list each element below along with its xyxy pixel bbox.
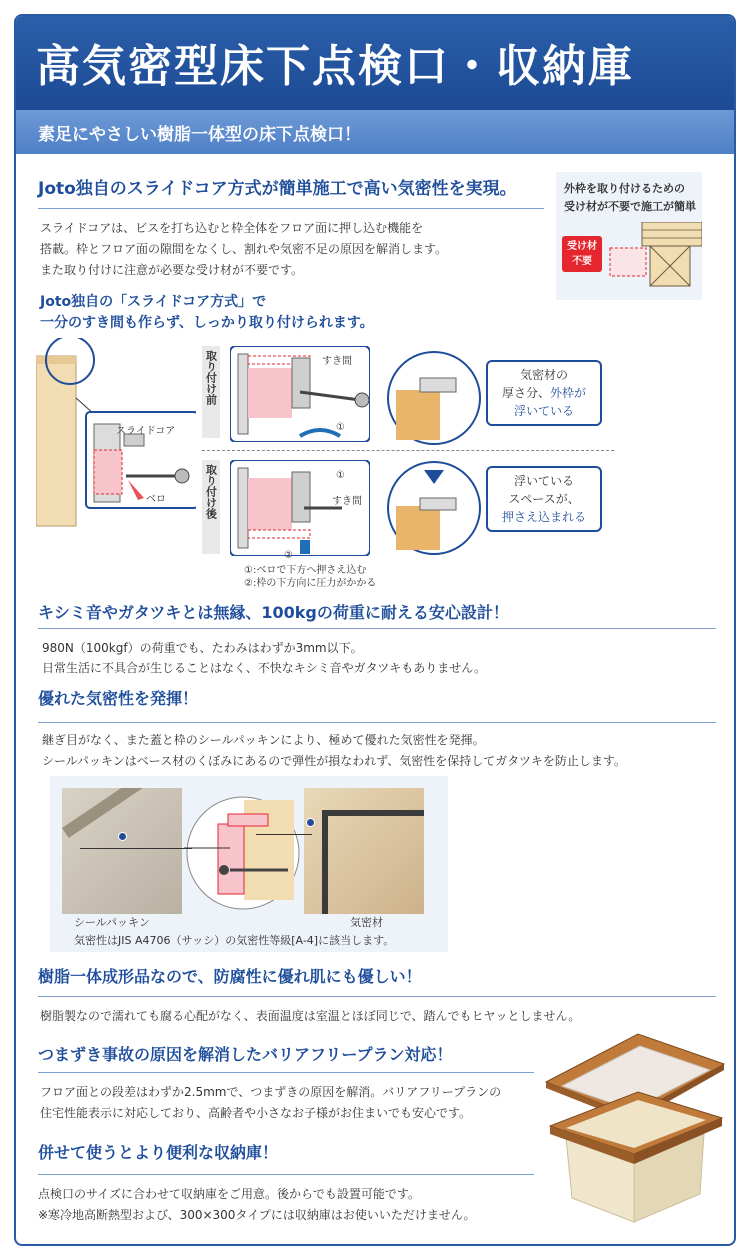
section6-body-line2: ※寒冷地高断熱型および、300×300タイプには収納庫はお使いいただけません。: [38, 1208, 476, 1222]
section1-body-line2: 搭載。枠とフロア面の隙間をなくし、割れや気密不足の原因を解消します。: [40, 242, 448, 256]
callout-after-line2: スペースが、: [508, 492, 580, 506]
section2-body-line2: 日常生活に不具合が生じることはなく、不快なキシミ音やガタツキもありません。: [42, 661, 487, 675]
airtight-material-photo: [304, 788, 424, 914]
subheading-line1: Joto独自の「スライドコア方式」で: [40, 294, 267, 310]
section4-heading: 樹脂一体成形品なので、防腐性に優れ肌にも優しい！: [38, 967, 422, 986]
page-title: 高気密型床下点検口・収納庫: [36, 41, 634, 92]
section4-rule: [38, 996, 716, 997]
section4-body-line1: 樹脂製なので濡れても腐る心配がなく、表面温度は室温とほぼ同じで、踏んでもヒヤッとしません。: [40, 1009, 581, 1023]
callout-before-line3: 浮いている: [513, 404, 574, 418]
photo-note: 気密性はJIS A4706（サッシ）の気密性等級[A-4]に該当します。: [74, 934, 395, 947]
leader-line-left: [80, 848, 192, 849]
zoom-before-circle: [386, 350, 482, 446]
before-label-text: 取り付け前: [204, 350, 218, 405]
section3-body-line2: シールパッキンはベース材のくぼみにあるので弾性が損なわれず、気密性を保持してガタツキを防止します。: [42, 754, 626, 768]
callout-after-line1: 浮いている: [513, 474, 574, 488]
section1-subheading: [40, 292, 374, 334]
page-subtitle: 素足にやさしい樹脂一体型の床下点検口！: [38, 125, 361, 145]
zoom-after-circle: [386, 460, 482, 556]
section6-body-line1: 点検口のサイズに合わせて収納庫をご用意。後からでも設置可能です。: [38, 1187, 420, 1201]
subtitle-banner: [16, 110, 734, 154]
receiver-diagram: [606, 222, 702, 300]
tag-line1: 受け材: [567, 241, 597, 252]
no-receiver-tag: [562, 236, 602, 272]
before-label: [202, 346, 220, 438]
diagram-notes: [244, 564, 376, 590]
photo-label-seal: シールパッキン: [74, 916, 150, 929]
section2-heading: キシミ音やガタツキとは無縁、100kgの荷重に耐える安心設計！: [38, 603, 509, 622]
diagram-note-1: ①:ベロで下方へ押さえ込む: [244, 565, 367, 576]
section3-body-line1: 継ぎ目がなく、また蓋と枠のシールパッキンにより、極めて優れた気密性を発揮。: [42, 733, 485, 747]
after-section-diagram: [230, 460, 370, 556]
diagram-note-2: ②:枠の下方向に圧力がかかる: [244, 578, 377, 589]
after-marker-1: ①: [336, 470, 345, 481]
label-bero: ベロ: [146, 494, 166, 505]
section5-heading: つまずき事故の原因を解消したバリアフリープラン対応！: [38, 1045, 453, 1064]
section1-rule: [38, 208, 544, 209]
section1-body-line1: スライドコアは、ビスを打ち込むと枠全体をフロア面に押し込む機能を: [40, 221, 424, 235]
callout-before-line2: 厚さ分、: [501, 386, 550, 400]
section1-heading: Joto独自のスライドコア方式が簡単施工で高い気密性を実現。: [38, 179, 517, 199]
photo-label-airtight: 気密材: [350, 916, 383, 929]
section2-body-line1: 980N（100kgf）の荷重でも、たわみはわずか3mm以下。: [42, 641, 363, 655]
section3-heading: 優れた気密性を発揮！: [38, 689, 199, 708]
page-frame: [14, 14, 736, 1246]
section2-rule: [38, 628, 716, 629]
leader-line-right: [256, 834, 312, 835]
section5-body-line1: フロア面との段差はわずか2.5mmで、つまずきの原因を解消。バリアフリープランの: [40, 1085, 502, 1099]
after-gap-label: すき間: [332, 496, 362, 507]
section5-rule: [38, 1072, 534, 1073]
section5-body-line2: 住宅性能表示に対応しており、高齢者や小さなお子様がお住まいでも安心です。: [40, 1106, 472, 1120]
callout-after: [486, 466, 602, 532]
storage-box-illustration: [542, 1022, 728, 1226]
after-label: [202, 460, 220, 554]
sidebox-line1: 外枠を取り付けるための: [564, 182, 685, 195]
title-banner: [16, 16, 734, 110]
after-label-text: 取り付け後: [204, 464, 218, 519]
seal-packing-photo: [62, 788, 182, 914]
section3-rule: [38, 722, 716, 723]
no-receiver-sidebox: [556, 172, 702, 300]
subheading-line2: 一分のすき間も作らず、しっかり取り付けられます。: [40, 315, 374, 331]
callout-before-line1: 気密材の: [519, 368, 568, 382]
before-marker-1: ①: [336, 422, 345, 433]
after-marker-2: ②: [284, 550, 293, 561]
label-slidecore: スライドコア: [116, 426, 176, 437]
callout-after-line3: 押さえ込まれる: [501, 510, 586, 524]
section1-body-line3: また取り付けに注意が必要な受け材が不要です。: [40, 263, 304, 277]
tag-line2: 不要: [572, 256, 592, 267]
before-after-divider: [202, 450, 614, 451]
seal-crosssection-diagram: [184, 794, 302, 912]
section6-heading: 併せて使うとより便利な収納庫！: [38, 1143, 279, 1162]
sidebox-line2: 受け材が不要で施工が簡単: [564, 200, 696, 213]
before-gap-label: すき間: [322, 356, 352, 367]
callout-before: [486, 360, 602, 426]
section6-rule: [38, 1174, 534, 1175]
callout-before-highlight: 外枠が: [550, 386, 587, 400]
